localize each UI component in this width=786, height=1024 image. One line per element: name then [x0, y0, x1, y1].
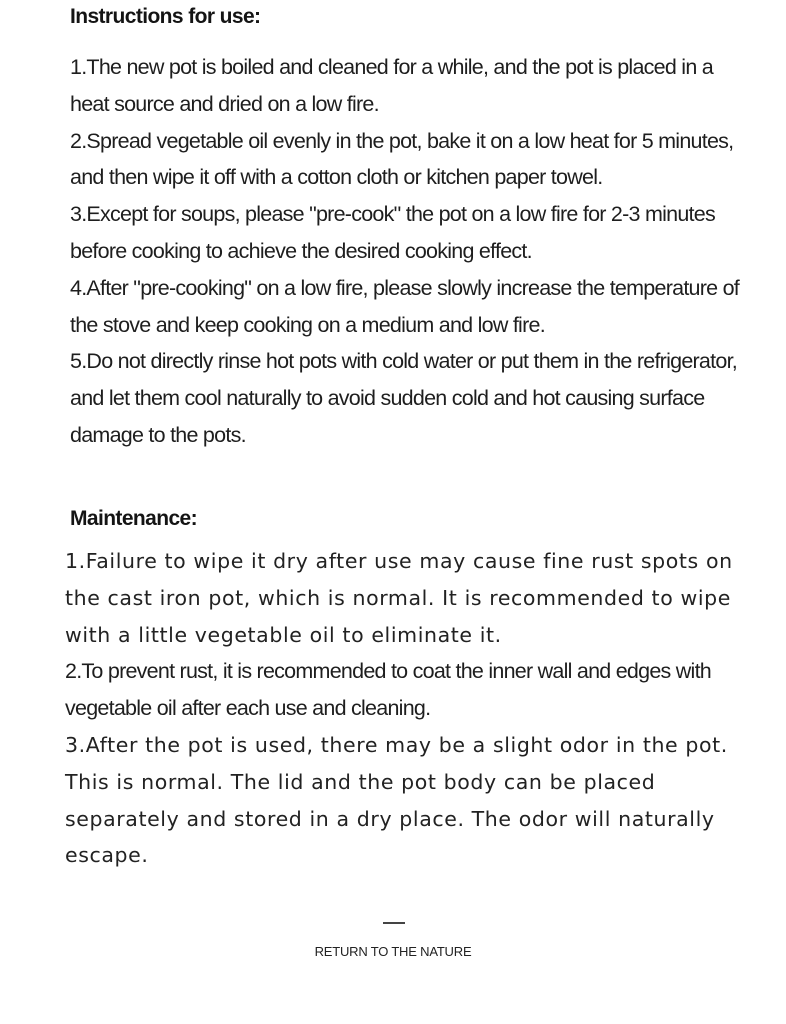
instruction-item: 2.Spread vegetable oil evenly in the pot, bake it on a low heat for 5 minutes, and then wipe it off with a cotton cloth or kitchen paper towel.	[70, 128, 734, 190]
footer-divider	[383, 922, 405, 924]
maintenance-item: 1.Failure to wipe it dry after use may cause fine rust spots on the cast iron pot, which is normal. It is recommended to wipe with a little vegetable oil to eliminate it.	[65, 549, 733, 647]
instruction-item: 5.Do not directly rinse hot pots with cold water or put them in the refrigerator, and let them cool naturally to avoid sudden cold and hot causing surface damage to the pots.	[70, 349, 738, 447]
instruction-item: 4.After "pre-cooking" on a low fire, please slowly increase the temperature of the stove and keep cooking on a medium and low fire.	[70, 275, 740, 337]
maintenance-item: 2.To prevent rust, it is recommended to coat the inner wall and edges with vegetable oil after each use and cleaning.	[65, 659, 712, 721]
instructions-heading: Instructions for use:	[70, 5, 261, 28]
maintenance-list	[65, 543, 746, 874]
instruction-item: 1.The new pot is boiled and cleaned for a while, and the pot is placed in a heat source and dried on a low fire.	[70, 55, 713, 116]
footer-tagline: RETURN TO THE NATURE	[314, 944, 472, 959]
instruction-item: 3.Except for soups, please "pre-cook" the pot on a low fire for 2-3 minutes before cooking to achieve the desired cooking effect.	[70, 202, 715, 263]
maintenance-heading: Maintenance:	[70, 507, 197, 530]
maintenance-item: 3.After the pot is used, there may be a slight odor in the pot. This is normal. The lid and the pot body can be placed separately and stored in a dry place. The odor will naturally escape.	[65, 732, 728, 868]
maintenance-section	[65, 507, 746, 874]
instructions-section	[70, 5, 746, 454]
instructions-list	[70, 49, 746, 454]
